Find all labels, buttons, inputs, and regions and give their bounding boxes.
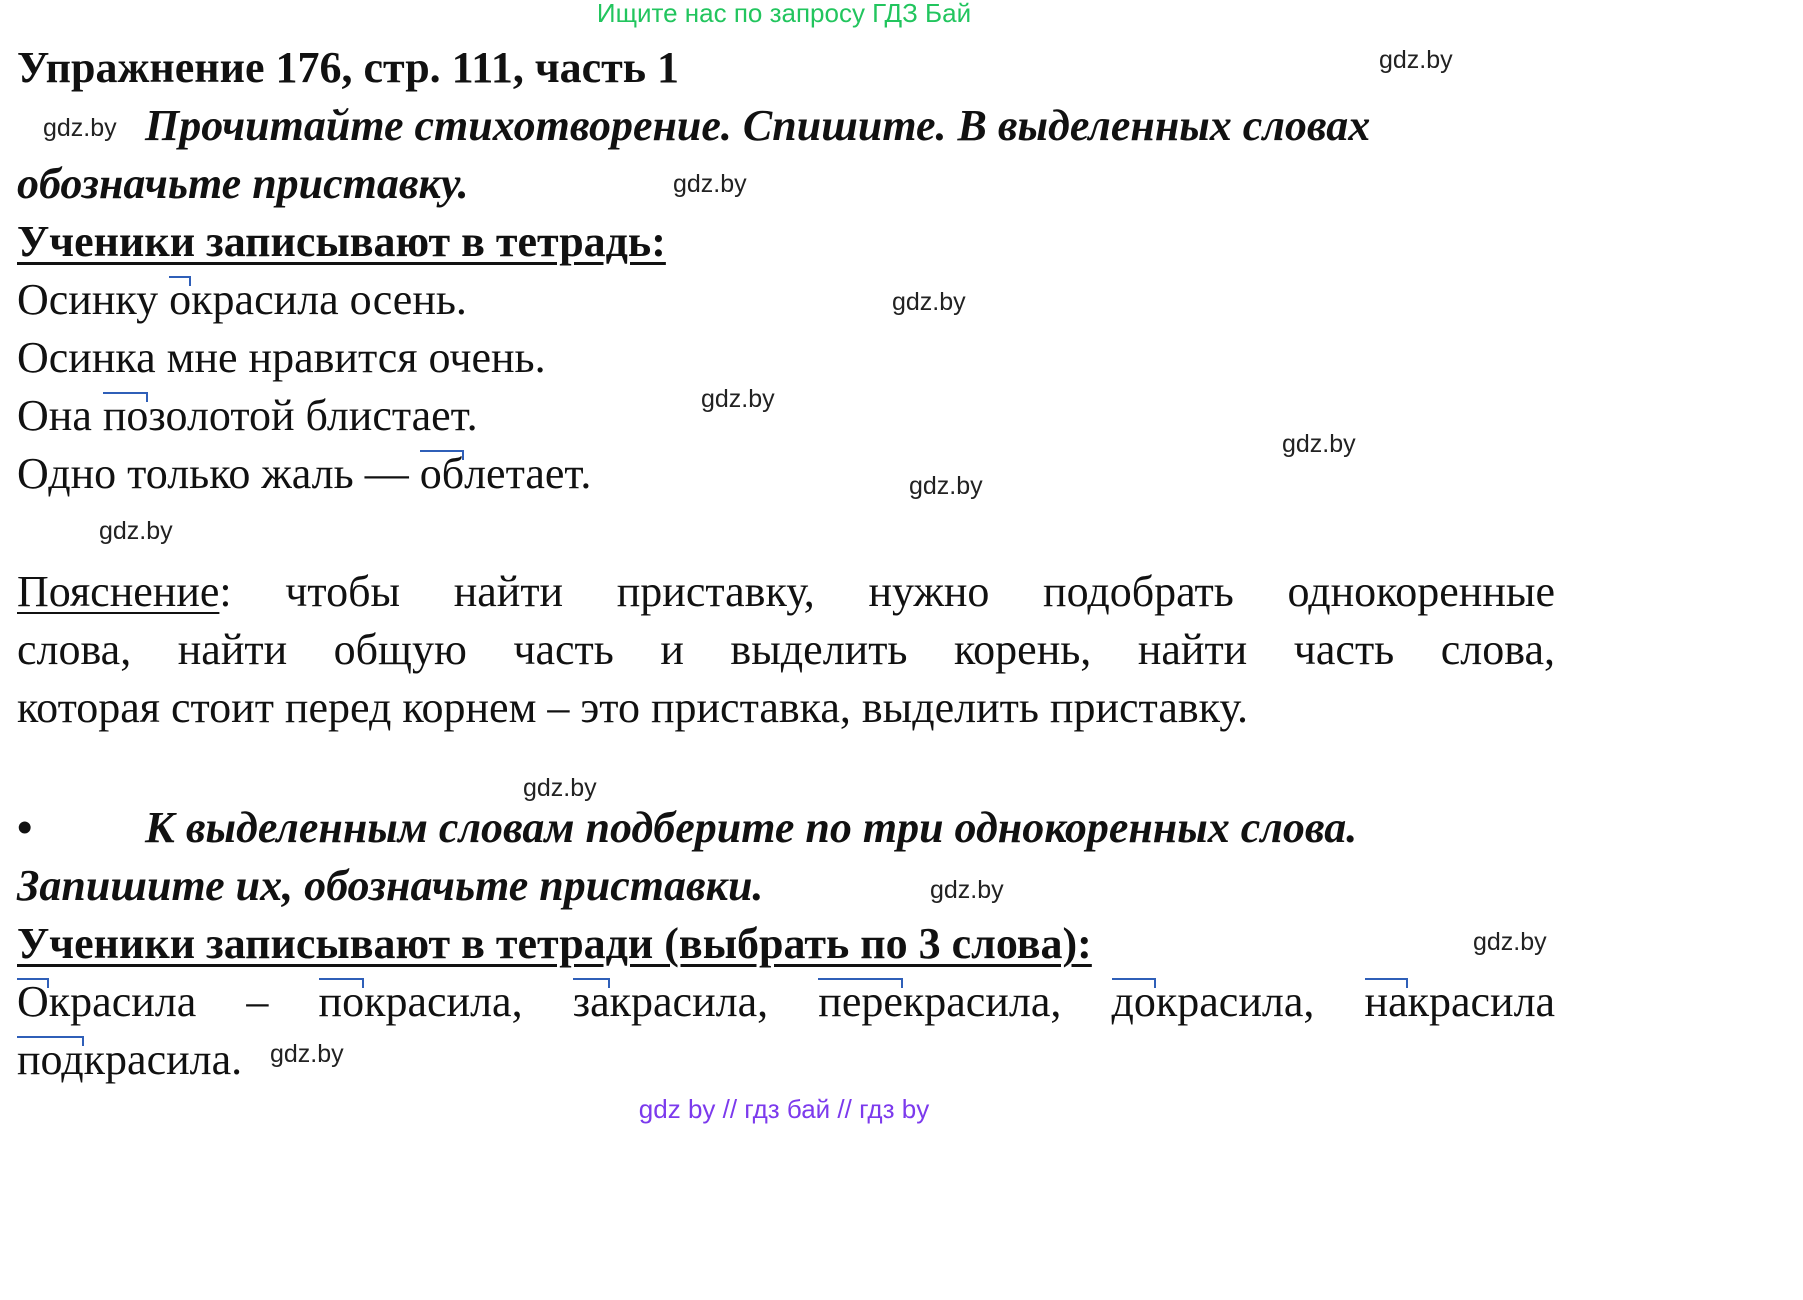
watermark: gdz.by: [523, 774, 597, 802]
watermark: gdz.by: [930, 876, 1004, 904]
explanation-line-3: которая стоит перед корнем – это приставка, выделить приставку.: [17, 683, 1248, 732]
explanation-line-2: слова, найти общую часть и выделить корень, найти часть слова,: [17, 625, 1555, 674]
watermark: gdz.by: [99, 517, 173, 545]
answer-sep: ,: [757, 977, 819, 1026]
prefix-mark: пере: [818, 977, 903, 1026]
poem-line-4: [17, 448, 591, 499]
poem-text: летает.: [464, 449, 592, 498]
answer-word: красила: [609, 977, 758, 1026]
poem-line-2: Осинка мне нравится очень.: [17, 333, 546, 382]
answer-line-2: [17, 1034, 242, 1085]
answer-word: красила: [902, 977, 1051, 1026]
answer-sep: –: [196, 977, 319, 1026]
bullet-icon: •: [17, 803, 33, 852]
task-2-line-1: К выделенным словам подберите по три однокоренных слова.: [145, 803, 1358, 852]
prefix-mark: об: [419, 449, 465, 498]
watermark: gdz.by: [1282, 430, 1356, 458]
prefix-mark: до: [1111, 977, 1156, 1026]
search-banner: Ищите нас по запросу ГДЗ Бай: [596, 0, 972, 28]
watermark: gdz.by: [43, 114, 117, 142]
poem-line-1: [17, 274, 467, 325]
task-1-line-2: обозначьте приставку.: [17, 159, 469, 208]
task-2-line-2: Запишите их, обозначьте приставки.: [17, 861, 764, 910]
answer-sep: ,: [1303, 977, 1365, 1026]
prefix-mark: на: [1364, 977, 1408, 1026]
watermark: gdz.by: [673, 170, 747, 198]
watermark: gdz.by: [909, 472, 983, 500]
watermark: gdz.by: [1473, 928, 1547, 956]
task-1-line-1: Прочитайте стихотворение. Спишите. В выделенных словах: [145, 101, 1371, 150]
watermark: gdz.by: [1379, 46, 1453, 74]
prefix-mark: за: [572, 977, 610, 1026]
answer-sep: ,: [511, 977, 573, 1026]
footer-links: gdz by // гдз бай // гдз by: [638, 1094, 930, 1124]
poem-text: Она: [17, 391, 103, 440]
watermark: gdz.by: [892, 288, 966, 316]
prefix-mark: о: [169, 275, 192, 324]
explanation-text: : чтобы найти приставку, нужно подобрать однокоренные: [219, 567, 1555, 616]
poem-line-3: [17, 390, 478, 441]
explanation-line-1: [17, 566, 1555, 617]
prefix-mark: под: [17, 1035, 84, 1084]
students-heading-2: Ученики записывают в тетради (выбрать по 3 слова):: [17, 919, 1092, 968]
answer-word: красила: [364, 977, 512, 1026]
answer-word: красила: [1155, 977, 1304, 1026]
poem-text: золотой блистает.: [148, 391, 478, 440]
prefix-mark: О: [17, 977, 49, 1026]
answer-line-1: [17, 976, 1555, 1027]
answer-sep: ,: [1050, 977, 1112, 1026]
watermark: gdz.by: [270, 1040, 344, 1068]
answer-word: красила: [48, 977, 197, 1026]
poem-text: Осинку: [17, 275, 170, 324]
answer-word: красила: [1407, 977, 1556, 1026]
poem-text: Одно только жаль —: [17, 449, 420, 498]
poem-text: красила осень.: [191, 275, 467, 324]
prefix-mark: по: [102, 391, 149, 440]
explanation-label: Пояснение: [17, 567, 220, 616]
watermark: gdz.by: [701, 385, 775, 413]
answer-word: красила.: [83, 1035, 243, 1084]
prefix-mark: по: [318, 977, 365, 1026]
exercise-title: Упражнение 176, стр. 111, часть 1: [17, 43, 680, 92]
students-heading-1: Ученики записывают в тетрадь:: [17, 217, 666, 266]
